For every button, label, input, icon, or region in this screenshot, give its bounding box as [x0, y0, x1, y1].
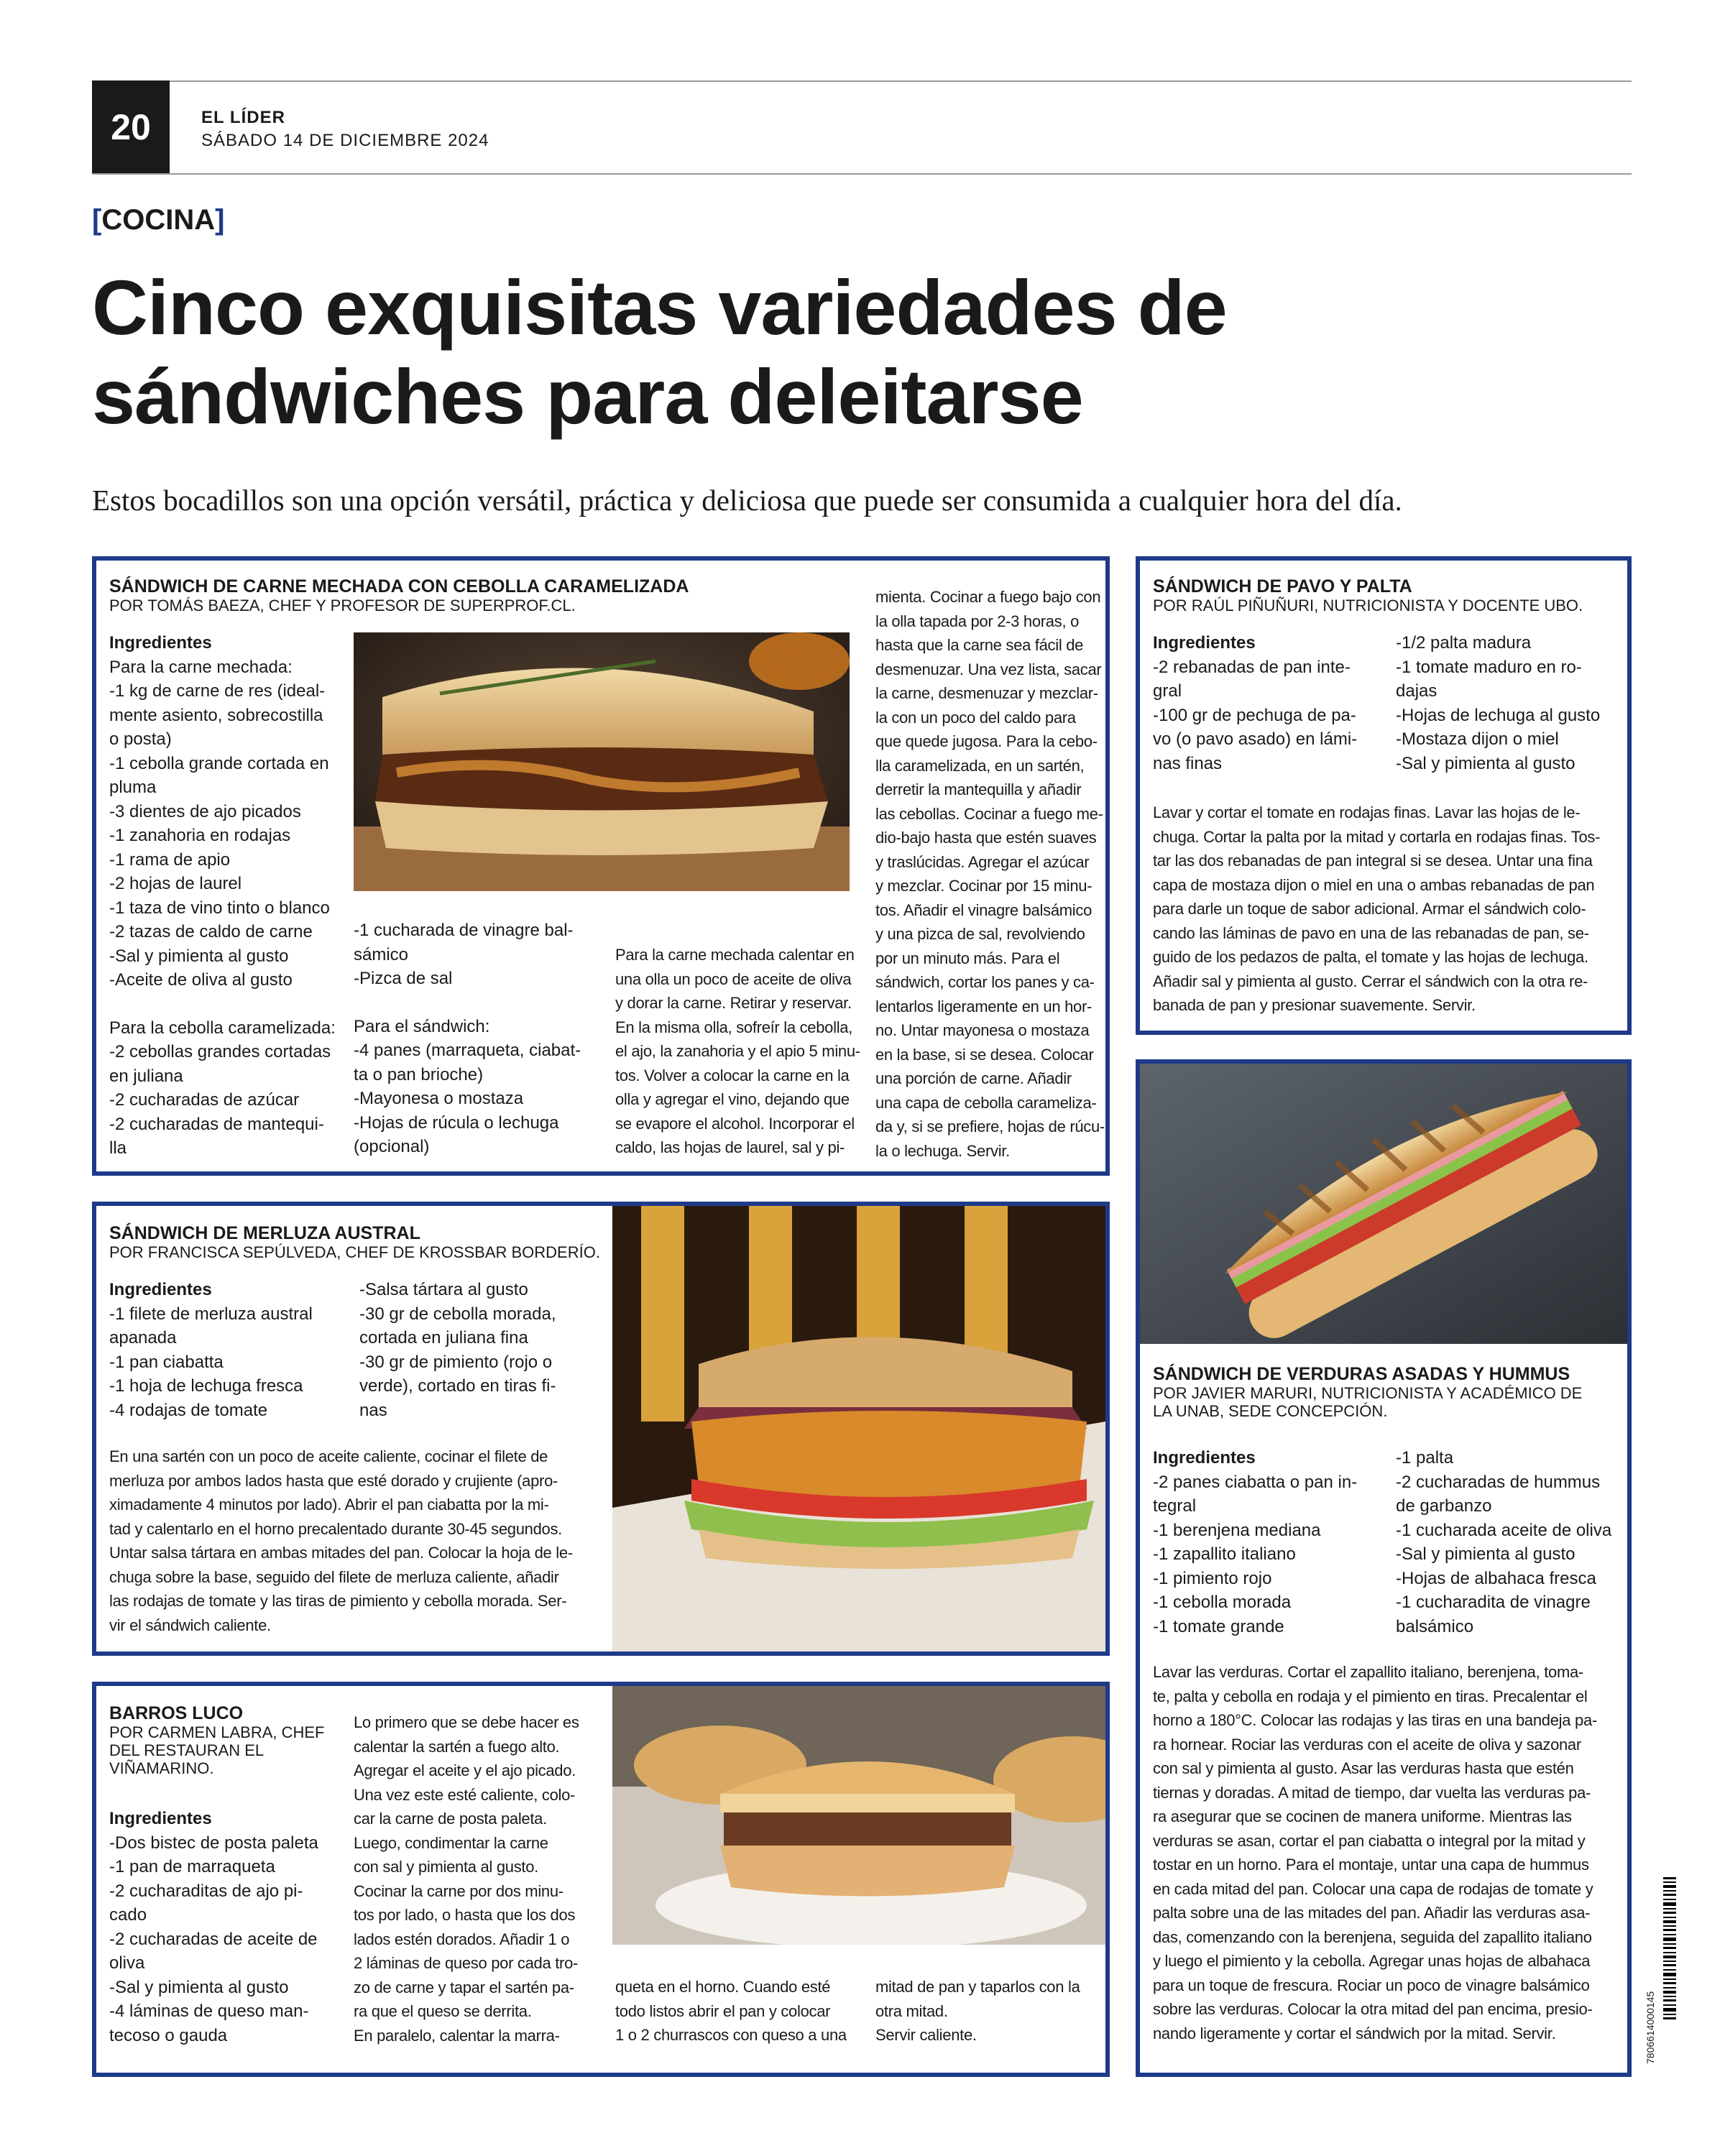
top-rule: [92, 80, 1632, 82]
recipe-title: SÁNDWICH DE CARNE MECHADA CON CEBOLLA CARAMELIZADA: [109, 576, 689, 596]
merluza-sandwich-photo: [612, 1206, 1105, 1651]
ingredients-column: Ingredientes -Dos bistec de posta paleta -1 pan de marraqueta -2 cucharaditas de ajo pi- cado -2 cucharadas de aceite de oliva -Sal y pimienta al gusto -4 láminas de queso man- tecoso o gauda: [109, 1807, 346, 2047]
barcode: [1644, 1877, 1676, 2064]
ingredients-column: -1/2 palta madura -1 tomate maduro en ro- dajas -Hojas de lechuga al gusto -Mostaza dijon o miel -Sal y pimienta al gusto: [1396, 633, 1601, 773]
section-label: [COCINA]: [92, 204, 225, 236]
recipe-byline: POR TOMÁS BAEZA, CHEF Y PROFESOR DE SUPERPROF.CL.: [109, 596, 576, 614]
barros-luco-photo: [612, 1686, 1105, 1945]
sandwich-ingredients-column: -1 cucharada de vinagre bal- sámico -Pizca de sal Para el sándwich: -4 panes (marraqueta, ciabat- ta o pan brioche) -Mayonesa o mostaza -Hojas de rúcula o lechuga (opcional): [354, 921, 581, 1156]
header-rule: [92, 173, 1632, 175]
preparation-text: En una sartén con un poco de aceite caliente, cocinar el filete de merluza por ambos lados hasta que esté dorado y crujiente (apro- ximadamente 4 minutos por lado). Abrir el pan ciabatta por la mi- tad y calentarlo en el horno precalentado durante 30-45 segundos. Untar salsa tártara en ambas mitades del pan. Colocar la hoja de le- chuga sobre la base, seguido del filete de merluza caliente, añadir las rodajas de tomate y las tiras de pimiento y cebolla morada. Ser- vir el sándwich caliente.: [109, 1447, 573, 1634]
pavo-sandwich-photo: [1140, 1064, 1627, 1344]
carne-mechada-photo: [354, 632, 850, 891]
preparation-text: Lavar y cortar el tomate en rodajas finas. Lavar las hojas de le- chuga. Cortar la palta por la mitad y cortarla en rodajas finas. Tos- tar las dos rebanadas de pan integral si se desea. Untar una fina capa de mostaza dijon o miel en una o ambas rebanadas de pan para darle un toque de sabor adicional. Armar el sándwich colo- cando las láminas de pavo en una de las rebanadas de pan, se- guido de los pedazos de palta, el tomate y las hojas de lechuga. Añadir sal y pimienta al gusto. Cerrar el sándwich con la otra re- banada de pan y presionar suavemente. Servir.: [1153, 803, 1601, 1014]
ingredients-column: -Salsa tártara al gusto -30 gr de cebolla morada, cortada en juliana fina -30 gr de pimiento (rojo o verde), cortado en tiras fi- nas: [359, 1280, 556, 1420]
ingredients-column: Ingredientes -2 panes ciabatta o pan in- tegral -1 berenjena mediana -1 zapallito italiano -1 pimiento rojo -1 cebolla morada -1 tomate grande: [1153, 1446, 1383, 1639]
recipe-title: SÁNDWICH DE VERDURAS ASADAS Y HUMMUS: [1153, 1364, 1570, 1384]
preparation-text: Lavar las verduras. Cortar el zapallito italiano, berenjena, toma- te, palta y cebolla en rodaja y el pimiento en tiras. Precalentar el horno a 180°C. Colocar las rodajas y las tiras en una bandeja pa- ra hornear. Rociar las verduras con el aceite de oliva y sazonar con sal y pimienta al gusto. Asar las verduras hasta que estén tiernas y doradas. A mitad de tiempo, dar vuelta las verduras pa- ra asegurar que se cocinen de manera uniforme. Mientras las verduras se asan, cortar el pan ciabatta o integral por la mitad y tostar en un horno. Para el montaje, untar una capa de hummus en cada mitad del pan. Colocar una capa de rodajas de tomate y palta sobre una de las mitades del pan. Añadir las verduras asa- das, comenzando con la berenjena, seguida del zapallito italiano y luego el pimiento y la cebolla. Agregar unas hojas de albahaca para un toque de frescura. Rociar un poco de vinagre balsámico sobre las verduras. Colocar la otra mitad del pan encima, presio- nando ligeramente y cortar el sándwich por la mitad. Servir.: [1153, 1663, 1597, 2042]
preparation-column: mitad de pan y taparlos con la otra mitad. Servir caliente.: [875, 1978, 1080, 2044]
ingredients-label: Ingredientes: [109, 1280, 212, 1299]
headline: Cinco exquisitas variedades de sándwiches para deleitarse: [92, 264, 1227, 440]
deck: Estos bocadillos son una opción versátil, práctica y deliciosa que puede ser consumida a cualquier hora del día.: [92, 484, 1402, 517]
preparation-column: queta en el horno. Cuando esté todo listos abrir el pan y colocar 1 o 2 churrascos con queso a una: [615, 1978, 847, 2044]
recipe-byline: POR JAVIER MARURI, NUTRICIONISTA Y ACADÉMICO DE LA UNAB, SEDE CONCEPCIÓN.: [1153, 1384, 1583, 1420]
preparation-column: mienta. Cocinar a fuego bajo con la olla tapada por 2-3 horas, o hasta que la carne sea fácil de desmenuzar. Una vez lista, sacar la carne, desmenuzar y mezclar- la con un poco del caldo para que quede jugosa. Para la cebo- lla caramelizada, en un sartén, derretir la mantequilla y añadir las cebollas. Cocinar a fuego me- dio-bajo hasta que estén suaves y traslúcidas. Agregar el azúcar y mezclar. Cocinar por 15 minu- tos. Añadir el vinagre balsámico y una pizca de sal, revolviendo por un minuto más. Para el sándwich, cortar los panes y ca- lentarlos ligeramente en un hor- no. Untar mayonesa o mostaza en la base, si se desea. Colocar una porción de carne. Añadir una capa de cebolla carameliza- da y, si se prefiere, hojas de rúcu- la o lechuga. Servir.: [875, 588, 1105, 1160]
recipe-title: BARROS LUCO: [109, 1703, 244, 1723]
recipe-byline: POR CARMEN LABRA, CHEF DEL RESTAURAN EL VIÑAMARINO.: [109, 1723, 325, 1777]
preparation-column: Lo primero que se debe hacer es calentar la sartén a fuego alto. Agregar el aceite y el ajo picado. Una vez este esté caliente, colo- car la carne de posta paleta. Luego, condimentar la carne con sal y pimienta al gusto. Cocinar la carne por dos minu- tos por lado, o hasta que los dos lados estén dorados. Añadir 1 o 2 láminas de queso por cada tro- zo de carne y tapar el sartén pa- ra que el queso se derrita. En paralelo, calentar la marra-: [354, 1713, 579, 2045]
newspaper-name: EL LÍDER: [201, 108, 285, 127]
recipe-byline: POR RAÚL PIÑUÑURI, NUTRICIONISTA Y DOCENTE UBO.: [1153, 596, 1583, 614]
ingredients-label: Ingredientes: [109, 633, 212, 653]
ingredients-column: Ingredientes -2 rebanadas de pan inte- gral -100 gr de pechuga de pa- vo (o pavo asado) en lámi- nas finas: [1153, 631, 1383, 775]
page-number: 20: [92, 80, 170, 174]
ingredients-column: -1 palta -2 cucharadas de hummus de garbanzo -1 cucharada aceite de oliva -Sal y pimienta al gusto -Hojas de albahaca fresca -1 cucharadita de vinagre balsámico: [1396, 1448, 1612, 1636]
barcode-number: 7806614000145: [1644, 1991, 1656, 2064]
recipe-byline: POR FRANCISCA SEPÚLVEDA, CHEF DE KROSSBAR BORDERÍO.: [109, 1243, 600, 1261]
issue-date: SÁBADO 14 DE DICIEMBRE 2024: [201, 131, 489, 150]
ingredients-column: Ingredientes -1 filete de merluza austral apanada -1 pan ciabatta -1 hoja de lechuga fresca -4 rodajas de tomate: [109, 1278, 346, 1422]
ingredients-label: Ingredientes: [109, 1809, 212, 1828]
preparation-column: Para la carne mechada calentar en una olla un poco de aceite de oliva y dorar la carne. Retirar y reservar. En la misma olla, sofreír la cebolla, el ajo, la zanahoria y el apio 5 minu- tos. Volver a colocar la carne en la olla y agregar el vino, dejando que se evapore el alcohol. Incorporar el caldo, las hojas de laurel, sal y pi-: [615, 946, 860, 1156]
recipe-title: SÁNDWICH DE MERLUZA AUSTRAL: [109, 1223, 420, 1243]
ingredients-label: Ingredientes: [1153, 1448, 1256, 1468]
ingredients-column: Ingredientes Para la carne mechada: -1 kg de carne de res (ideal- mente asiento, sobrecostilla o posta) -1 cebolla grande cortada en pluma -3 dientes de ajo picados -1 zanahoria en rodajas -1 rama de apio -2 hojas de laurel -1 taza de vino tinto o blanco -2 tazas de caldo de carne -Sal y pimienta al gusto -Aceite de oliva al gusto Para la cebolla caramelizada: -2 cebollas grandes cortadas en juliana -2 cucharadas de azúcar -2 cucharadas de mantequi- lla: [109, 631, 336, 1161]
recipe-title: SÁNDWICH DE PAVO Y PALTA: [1153, 576, 1412, 596]
ingredients-label: Ingredientes: [1153, 633, 1256, 653]
